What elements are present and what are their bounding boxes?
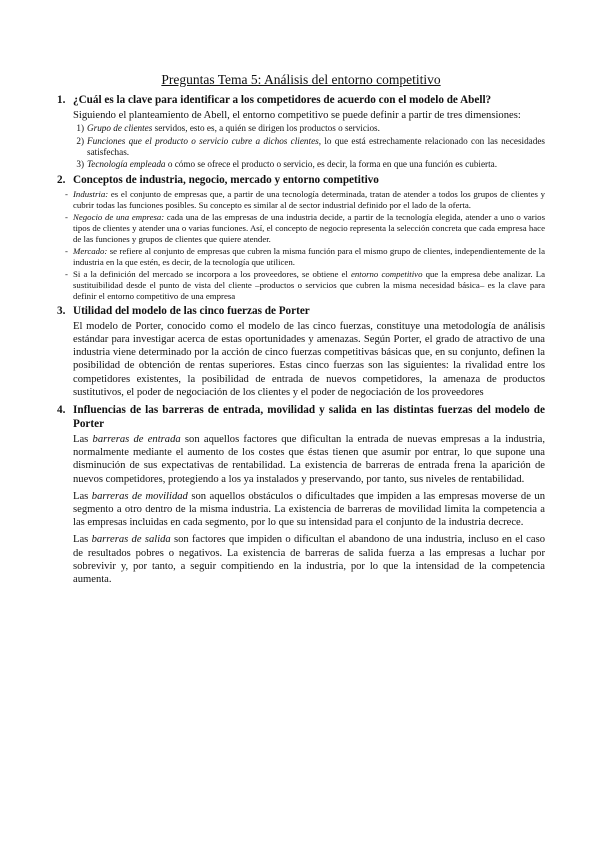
question-2-heading [57,173,545,187]
question-title: ¿Cuál es la clave para identificar a los competidores de acuerdo con el modelo de Abell? [73,94,492,106]
question-title: Utilidad del modelo de las cinco fuerzas de Porter [73,304,310,317]
list-bullet: - [65,268,68,279]
question-number: 2. [57,173,66,186]
paragraph [73,433,545,486]
list-item-emphasis: Tecnología empleada [87,159,166,170]
list-item [65,189,545,211]
list-item-emphasis: Funciones que el producto o servicio cubre a dichos clientes, [87,135,322,146]
question-number: 3. [57,304,66,317]
list-item [65,246,545,268]
document-page [57,72,545,590]
list-item [73,159,545,170]
question-3-body: El modelo de Porter, conocido como el modelo de las cinco fuerzas, constituye una metodología de análisis estándar para investigar acerca de estas oportunidades y amenazas. Según Porter, el grado de atractivo de una industria viene determinado por la acción de cinco fuerzas competitivas básicas que, en su conjunto, definen la posibilidad de obtención de rentas superiores. Estas cinco fuerzas son las siguientes: la rivalidad entre los competidores existentes, la posibilidad de entrada de nuevos competidores, la amenaza de productos sustitutivos, el poder de negociación de los clientes y el poder de negociación de los proveedores [73,320,545,398]
list-item-number: 2) [76,135,84,146]
paragraph-emphasis: barreras de movilidad [91,490,188,502]
list-item-emphasis: entorno competitivo [350,268,423,279]
paragraph [73,490,545,530]
question-2-list [65,189,545,302]
list-item-text: es el conjunto de empresas que, a partir de una tecnología determinada, tratan de atender a todos los grupos de clientes y cubrir todas las funciones posibles. Su concepto es similar al de sector industrial definido por el lado de la oferta. [73,188,545,210]
list-bullet: - [65,211,68,222]
list-item-text: lo que está estrechamente relacionado con las necesidades satisfechas. [87,135,545,158]
question-title: Influencias de las barreras de entrada, movilidad y salida en las distintas fuerzas del modelo de Porter [73,404,545,431]
list-bullet: - [65,188,68,199]
list-item-emphasis: Industria: [73,188,109,199]
list-item-number: 3) [76,159,84,170]
list-item-number: 1) [76,123,84,134]
list-item-text: cada una de las empresas de una industria decide, a partir de la tecnología elegida, atender a uno o varios tipos de clientes y atender una o varias funciones. Así, el concepto de negocio representa la selección concreta que cada empresa hace de las funciones y grupos de clientes que quiere atender. [73,211,545,244]
paragraph-text: Las [73,490,92,502]
question-4-heading [57,403,545,431]
paragraph-emphasis: barreras de salida [91,534,171,546]
paragraph-text: son factores que impiden o dificultan el abandono de una industria, incluso en el caso de resultados pobres o negativos. La existencia de barreras de salida fuerza a las empresas a luchar por sobrevivir y, por tanto, a seguir compitiendo en la industria, por lo que la intensidad de la competencia aumenta. [73,534,545,586]
question-1-list [73,123,545,171]
list-item [65,269,545,302]
question-1-intro: Siguiendo el planteamiento de Abell, el entorno competitivo se puede definir a partir de tres dimensiones: [73,110,521,121]
page-title: Preguntas Tema 5: Análisis del entorno competitivo [161,72,441,87]
question-3-heading [57,304,545,318]
paragraph-text: Las [73,534,92,546]
paragraph [73,533,545,586]
list-item-emphasis: Negocio de una empresa: [73,211,165,222]
list-item [73,123,545,134]
list-item-text: se refiere al conjunto de empresas que cubren la misma función para el mismo grupo de clientes, independientemente de la industria en la que estén, es decir, de la tecnología que utilicen. [73,245,545,267]
list-item-emphasis: Mercado: [73,245,108,256]
question-1-heading [57,93,545,107]
list-item-emphasis: Grupo de clientes [87,123,153,134]
list-item-text: o cómo se ofrece el producto o servicio, es decir, la forma en que una función es cubierta. [165,159,498,170]
list-item-text: que la empresa debe analizar. La sustituibilidad desde el punto de vista del cliente –productos o servicios que cubren la misma necesidad básica– es la clave para definir el entorno competitivo de una empresa [73,268,545,301]
list-bullet: - [65,245,68,256]
paragraph-text: son aquellos factores que dificultan la entrada de nuevas empresas a la industria, normalmente mediante el aumento de los costes que éstas tienen que asumir por entrar, lo que supone una disminución de sus expectativas de rentabilidad. La existencia de barreras de entrada frena la aparición de nuevos competidores, protegiendo a los ya instalados y preservando, por tanto, sus niveles de rentabilidad. [73,434,545,485]
paragraph-text: Las [73,434,93,446]
list-item-text: Si a la definición del mercado se incorpora a los proveedores, se obtiene el [73,268,351,279]
list-item [73,136,545,159]
paragraph-text: son aquellos obstáculos o dificultades que impiden a las empresas moverse de un segmento a otro dentro de la misma industria. La existencia de barreras de movilidad limita la competencia a las empresas incluidas en cada segmento, por lo que su intensidad para el conjunto de la industria decrece. [73,490,546,529]
question-number: 4. [57,404,66,417]
question-title: Conceptos de industria, negocio, mercado y entorno competitivo [73,173,379,186]
paragraph-emphasis: barreras de entrada [92,434,181,446]
question-number: 1. [57,94,66,106]
list-item-text: servidos, esto es, a quién se dirigen los productos o servicios. [152,123,380,134]
list-item [65,212,545,245]
